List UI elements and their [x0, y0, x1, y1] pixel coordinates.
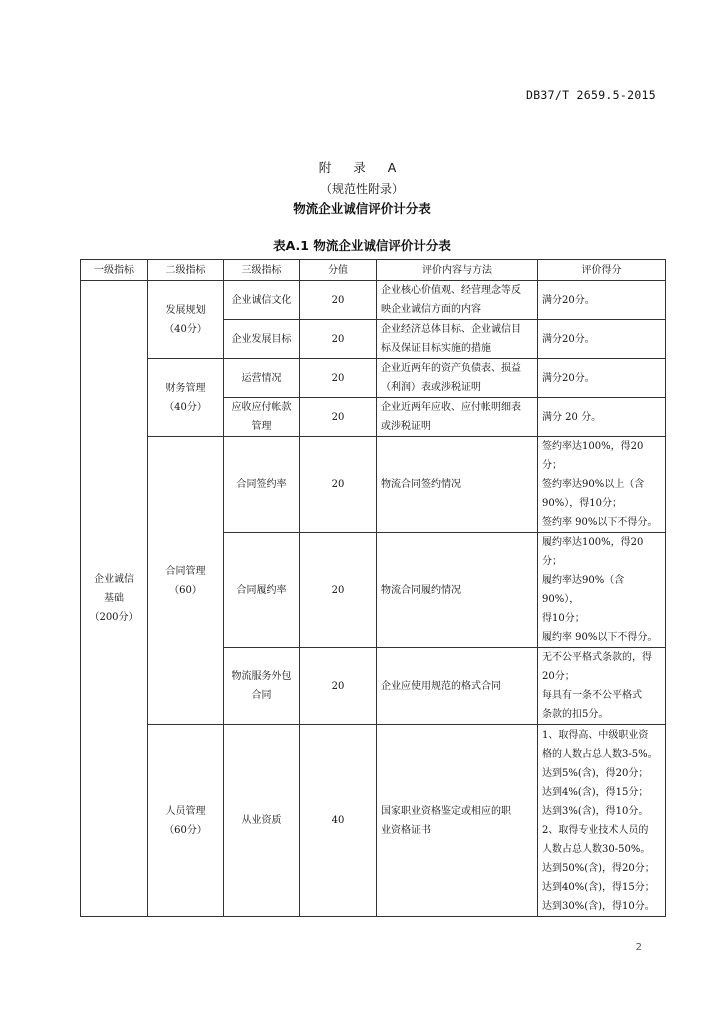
- cell-line: 物流合同履约情况: [381, 584, 461, 596]
- table-row: [81, 725, 666, 917]
- cell-line: 履约率达100%，得20分；: [542, 537, 644, 567]
- cell-line: 履约率 90%以下不得分。: [542, 632, 658, 643]
- level3-cell: [224, 725, 300, 917]
- column-header: 一级指标: [81, 260, 148, 281]
- cell-line: 物流合同签约情况: [381, 479, 461, 490]
- cell-line: 企业诚信: [94, 574, 134, 585]
- cell-line: 国家职业资格鉴定或相应的职: [381, 805, 511, 817]
- cell-line: 或涉税证明: [381, 421, 431, 432]
- column-header: 评价内容与方法: [377, 260, 538, 281]
- appendix-title: 物流企业诚信评价计分表: [293, 201, 431, 216]
- cell-line: 满分20分。: [542, 333, 595, 345]
- score-cell: 40: [300, 725, 377, 917]
- score-cell: 20: [300, 359, 377, 398]
- cell-line: 20分；: [542, 671, 575, 682]
- cell-line: 达到50%(含)，得20分；: [542, 862, 655, 874]
- cell-line: 物流服务外包: [231, 671, 292, 682]
- method-cell: [377, 533, 538, 648]
- cell-line: （利润）表或涉税证明: [381, 382, 481, 393]
- level3-cell: [224, 281, 300, 320]
- method-cell: [377, 320, 538, 359]
- cell-line: 企业近两年应收、应付帐明细表: [381, 402, 521, 413]
- level3-cell: [224, 648, 300, 725]
- score-cell: 20: [300, 320, 377, 359]
- cell-line: 标及保证目标实施的措施: [381, 343, 491, 354]
- method-cell: [377, 437, 538, 533]
- level3-cell: [224, 398, 300, 437]
- level3-cell: [224, 320, 300, 359]
- score-table: [80, 259, 666, 917]
- cell-line: 格的人数占总人数3-5%。: [542, 748, 658, 760]
- level2-cell: [148, 437, 224, 725]
- table-row: [81, 281, 666, 320]
- cell-line: 企业核心价值观、经营理念等反: [381, 285, 521, 296]
- cell-line: 达到40%(含)，得15分；: [542, 881, 655, 893]
- level3-cell: [224, 359, 300, 398]
- cell-line: 财务管理: [165, 382, 206, 394]
- cell-line: 合同履约率: [236, 584, 287, 596]
- method-cell: [377, 398, 538, 437]
- level3-cell: [224, 533, 300, 648]
- page-number: 2: [635, 942, 642, 953]
- cell-line: 满分 20 分。: [542, 411, 602, 423]
- table-row: [81, 437, 666, 533]
- cell-line: （40分）: [164, 323, 207, 335]
- cell-line: 业资格证书: [381, 824, 431, 836]
- scoring-cell: [538, 437, 666, 533]
- cell-line: 从业资质: [241, 815, 282, 826]
- scoring-cell: [538, 281, 666, 320]
- column-header: 评价得分: [538, 260, 666, 281]
- cell-line: 映企业诚信方面的内容: [381, 304, 481, 315]
- scoring-cell: [538, 725, 666, 917]
- table-caption: 表A.1 物流企业诚信评价计分表: [273, 238, 451, 253]
- cell-line: 企业近两年的资产负债表、损益: [381, 363, 521, 374]
- cell-line: 条款的扣5分。: [542, 709, 609, 720]
- cell-line: 达到30%(含)，得10分。: [542, 900, 655, 912]
- level2-cell: [148, 281, 224, 359]
- cell-line: 达到3%(含)，得10分。: [542, 805, 649, 817]
- cell-line: 企业应使用规范的格式合同: [381, 680, 501, 692]
- cell-line: 90%），得10分；: [542, 498, 622, 509]
- cell-line: 得10分；: [542, 613, 585, 624]
- cell-line: 2、取得专业技术人员的: [542, 824, 649, 836]
- cell-line: 运营情况: [241, 372, 282, 384]
- cell-line: 人员管理: [165, 805, 206, 817]
- scoring-cell: [538, 533, 666, 648]
- method-cell: [377, 281, 538, 320]
- cell-line: 发展规划: [165, 304, 206, 316]
- level3-cell: [224, 437, 300, 533]
- cell-line: 企业发展目标: [231, 333, 292, 345]
- cell-line: 企业经济总体目标、企业诚信目: [381, 324, 521, 335]
- cell-line: 满分20分。: [542, 294, 595, 306]
- cell-line: 企业诚信文化: [231, 294, 292, 306]
- table-row: [81, 359, 666, 398]
- cell-line: 无不公平格式条款的，得: [542, 652, 652, 663]
- scoring-cell: [538, 648, 666, 725]
- method-cell: [377, 725, 538, 917]
- cell-line: 签约率达100%，得20分；: [542, 441, 644, 471]
- cell-line: （200分）: [89, 612, 139, 623]
- cell-line: 达到4%(含)，得15分；: [542, 786, 649, 798]
- cell-line: （40分）: [164, 401, 207, 413]
- level1-cell: [81, 281, 148, 917]
- score-cell: 20: [300, 648, 377, 725]
- cell-line: 管理: [251, 421, 272, 432]
- cell-line: 履约率达90%（含90%），: [542, 575, 625, 605]
- cell-line: 合同签约率: [236, 479, 287, 490]
- appendix-label: 附 录 A: [318, 160, 406, 175]
- normative-note: （规范性附录）: [319, 182, 404, 196]
- cell-line: 人数占总人数30-50%。: [542, 843, 651, 855]
- cell-line: 基础: [104, 593, 124, 604]
- score-cell: 20: [300, 281, 377, 320]
- scoring-cell: [538, 359, 666, 398]
- column-header: 分值: [300, 260, 377, 281]
- cell-line: （60）: [169, 584, 202, 596]
- level2-cell: [148, 725, 224, 917]
- cell-line: 每具有一条不公平格式: [542, 690, 642, 701]
- standard-code: DB37/T 2659.5-2015: [525, 88, 656, 102]
- cell-line: 合同管理: [165, 565, 206, 577]
- method-cell: [377, 359, 538, 398]
- scoring-cell: [538, 320, 666, 359]
- table-header-row: [81, 260, 666, 281]
- score-cell: 20: [300, 533, 377, 648]
- cell-line: 满分20分。: [542, 372, 595, 384]
- cell-line: 签约率 90%以下不得分。: [542, 517, 658, 528]
- level2-cell: [148, 359, 224, 437]
- cell-line: 签约率达90%以上（含: [542, 479, 645, 490]
- column-header: 三级指标: [224, 260, 300, 281]
- scoring-cell: [538, 398, 666, 437]
- score-cell: 20: [300, 437, 377, 533]
- cell-line: 应收应付帐款: [231, 402, 292, 413]
- score-cell: 20: [300, 398, 377, 437]
- cell-line: （60分）: [164, 824, 207, 836]
- cell-line: 1、取得高、中级职业资: [542, 729, 649, 741]
- cell-line: 合同: [251, 690, 272, 701]
- cell-line: 达到5%(含)，得20分；: [542, 767, 649, 779]
- column-header: 二级指标: [148, 260, 224, 281]
- method-cell: [377, 648, 538, 725]
